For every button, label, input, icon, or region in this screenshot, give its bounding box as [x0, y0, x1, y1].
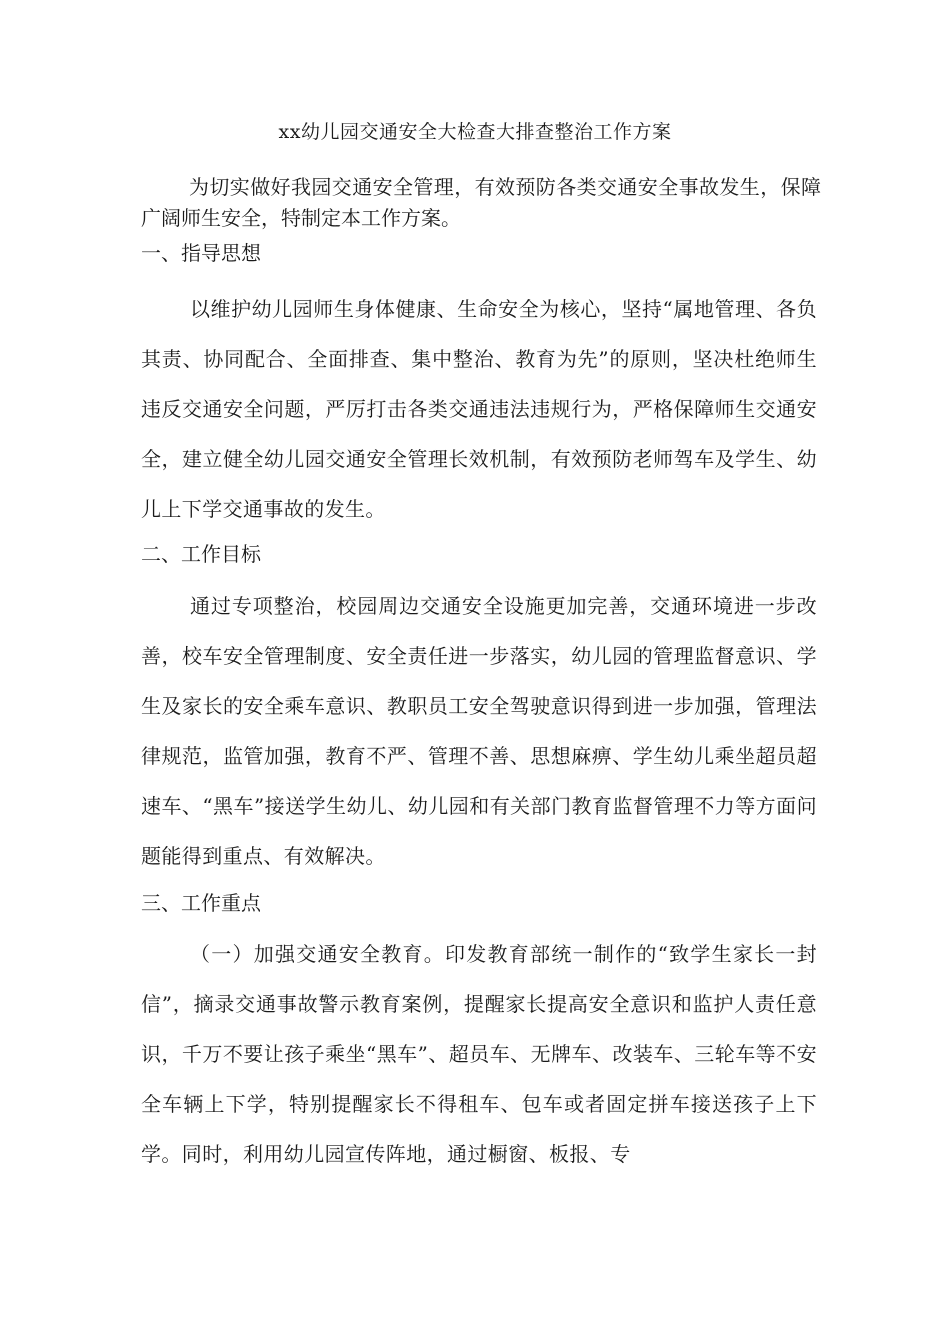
section-heading-work-goals: 二、工作目标: [141, 542, 261, 566]
intro-paragraph: 为切实做好我园交通安全管理，有效预防各类交通安全事故发生，保障广阔师生安全，特制定本工作方案。: [141, 175, 821, 230]
section-heading-guiding-ideology: 一、指导思想: [141, 241, 261, 265]
section-heading-work-focus: 三、工作重点: [141, 891, 261, 915]
section-body-guiding-ideology: 以维护幼儿园师生身体健康、生命安全为核心，坚持“属地管理、各负其责、协同配合、全面排查、集中整治、教育为先”的原则，坚决杜绝师生违反交通安全问题，严厉打击各类交通违法违规行为，严格保障师生交通安全，建立健全幼儿园交通安全管理长效机制，有效预防老师驾车及学生、幼儿上下学交通事故的发生。: [141, 297, 817, 521]
document-title: xx幼儿园交通安全大检查大排查整治工作方案: [278, 121, 672, 143]
section-body-work-goals: 通过专项整治，校园周边交通安全设施更加完善，交通环境进一步改善，校车安全管理制度、安全责任进一步落实，幼儿园的管理监督意识、学生及家长的安全乘车意识、教职员工安全驾驶意识得到进一步加强，管理法律规范，监管加强，教育不严、管理不善、思想麻痹、学生幼儿乘坐超员超速车、“黑车”接送学生幼儿、幼儿园和有关部门教育监督管理不力等方面问题能得到重点、有效解决。: [141, 594, 817, 868]
section-body-work-focus: （一）加强交通安全教育。印发教育部统一制作的“致学生家长一封信”，摘录交通事故警示教育案例，提醒家长提高安全意识和监护人责任意识，千万不要让孩子乘坐“黑车”、超员车、无牌车、改装车、三轮车等不安全车辆上下学，特别提醒家长不得租车、包车或者固定拼车接送孩子上下学。同时，利用幼儿园宣传阵地，通过橱窗、板报、专: [141, 942, 817, 1166]
